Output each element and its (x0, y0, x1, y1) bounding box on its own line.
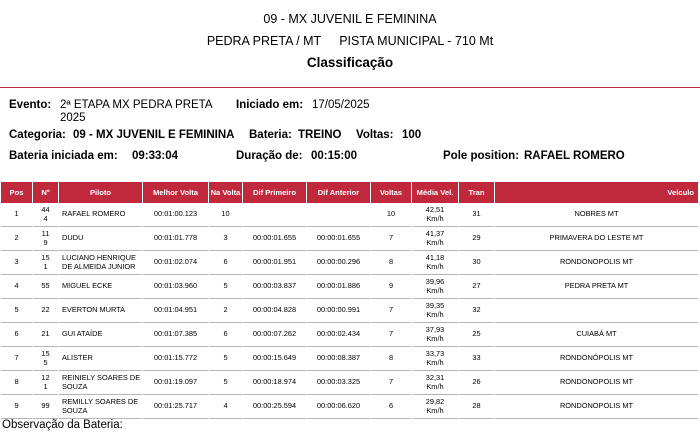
cell-dif-primeiro: 00:00:04.828 (243, 299, 306, 323)
pole-label: Pole position: (443, 150, 520, 162)
cell-pos: 9 (1, 395, 32, 419)
table-row (1, 251, 698, 275)
col-header-media-vel: Média Vel. (412, 182, 458, 203)
cell-media-vel: 39,35 Km/h (412, 299, 458, 323)
cell-dif-anterior: 00:00:01.886 (307, 275, 370, 299)
iniciado-label: Iniciado em: (236, 99, 304, 111)
cell-pos: 3 (1, 251, 32, 275)
cell-pos: 7 (1, 347, 32, 371)
cell-dif-primeiro: 00:00:18.974 (243, 371, 306, 395)
col-header-piloto: Piloto (59, 182, 142, 203)
cell-media-vel: 42,51 Km/h (412, 203, 458, 227)
evento-value: 2ª ETAPA MX PEDRA PRETA 2025 (60, 99, 212, 124)
col-header-pos: Pos (1, 182, 32, 203)
cell-na-volta: 6 (209, 323, 242, 347)
cell-voltas: 9 (371, 275, 411, 299)
cell-melhor-volta: 00:01:00.123 (143, 203, 208, 227)
cell-numero: 119 (33, 227, 58, 251)
cell-voltas: 8 (371, 251, 411, 275)
cell-dif-anterior: 00:00:02.434 (307, 323, 370, 347)
cell-dif-anterior: 00:00:03.325 (307, 371, 370, 395)
col-header-numero: Nº (33, 182, 58, 203)
cell-dif-primeiro (243, 203, 306, 227)
cell-dif-anterior: 00:00:06.620 (307, 395, 370, 419)
cell-melhor-volta: 00:01:03.960 (143, 275, 208, 299)
location-track: PISTA MUNICIPAL - 710 Mt (339, 34, 494, 48)
cell-melhor-volta: 00:01:02.074 (143, 251, 208, 275)
table-row (1, 275, 698, 299)
cell-piloto: REINIELY SOARES DE SOUZA (59, 371, 142, 395)
cell-tran: 26 (459, 371, 494, 395)
cell-tran: 29 (459, 227, 494, 251)
cell-dif-primeiro: 00:00:01.951 (243, 251, 306, 275)
cell-piloto: DUDU (59, 227, 142, 251)
categoria-value: 09 - MX JUVENIL E FEMININA (73, 129, 235, 141)
categoria-label: Categoria: (9, 129, 66, 141)
cell-numero: 22 (33, 299, 58, 323)
cell-voltas: 7 (371, 371, 411, 395)
cell-na-volta: 4 (209, 395, 242, 419)
cell-na-volta: 6 (209, 251, 242, 275)
cell-numero: 444 (33, 203, 58, 227)
bateria-iniciada-value: 09:33:04 (132, 150, 179, 162)
cell-na-volta: 5 (209, 347, 242, 371)
cell-dif-primeiro: 00:00:07.262 (243, 323, 306, 347)
cell-tran: 33 (459, 347, 494, 371)
cell-veiculo: NOBRES MT (495, 203, 698, 227)
cell-voltas: 7 (371, 323, 411, 347)
cell-media-vel: 33,73 Km/h (412, 347, 458, 371)
cell-tran: 30 (459, 251, 494, 275)
cell-tran: 27 (459, 275, 494, 299)
cell-piloto: LUCIANO HENRIQUE DE ALMEIDA JUNIOR (59, 251, 142, 275)
cell-media-vel: 41,18 Km/h (412, 251, 458, 275)
iniciado-value: 17/05/2025 (312, 99, 370, 111)
col-header-voltas: Voltas (371, 182, 411, 203)
cell-media-vel: 32,31 Km/h (412, 371, 458, 395)
col-header-veiculo: Veículo (495, 182, 698, 203)
cell-piloto: REMILLY SOARES DE SOUZA (59, 395, 142, 419)
cell-melhor-volta: 00:01:07.385 (143, 323, 208, 347)
cell-voltas: 10 (371, 203, 411, 227)
cell-media-vel: 41,37 Km/h (412, 227, 458, 251)
cell-piloto: RAFAEL ROMERO (59, 203, 142, 227)
table-row (1, 299, 698, 323)
header-divider (0, 87, 700, 88)
cell-dif-anterior: 00:00:00.296 (307, 251, 370, 275)
col-header-tran: Tran (459, 182, 494, 203)
cell-veiculo: PRIMAVERA DO LESTE MT (495, 227, 698, 251)
cell-veiculo: RONDONOPOLIS MT (495, 371, 698, 395)
cell-voltas: 7 (371, 227, 411, 251)
cell-piloto: MIGUEL ECKE (59, 275, 142, 299)
cell-veiculo: RONDONOPOLIS MT (495, 395, 698, 419)
table-row (1, 347, 698, 371)
cell-tran: 31 (459, 203, 494, 227)
cell-veiculo: PEDRA PRETA MT (495, 275, 698, 299)
cell-na-volta: 10 (209, 203, 242, 227)
bateria-label: Bateria: (249, 129, 292, 141)
table-row (1, 371, 698, 395)
table-header-row (1, 182, 698, 203)
cell-dif-primeiro: 00:00:25.594 (243, 395, 306, 419)
cell-piloto: EVERTON MURTA (59, 299, 142, 323)
cell-voltas: 8 (371, 347, 411, 371)
cell-dif-anterior: 00:00:08.387 (307, 347, 370, 371)
table-row (1, 203, 698, 227)
cell-veiculo: RONDONOPOLIS MT (495, 251, 698, 275)
cell-na-volta: 3 (209, 227, 242, 251)
duracao-label: Duração de: (236, 150, 303, 162)
cell-melhor-volta: 00:01:15.772 (143, 347, 208, 371)
cell-voltas: 7 (371, 299, 411, 323)
table-row (1, 323, 698, 347)
cell-piloto: GUI ATAÍDE (59, 323, 142, 347)
cell-pos: 2 (1, 227, 32, 251)
cell-dif-primeiro: 00:00:15.649 (243, 347, 306, 371)
cell-melhor-volta: 00:01:04.951 (143, 299, 208, 323)
cell-media-vel: 39,96 Km/h (412, 275, 458, 299)
cell-pos: 5 (1, 299, 32, 323)
classification-table (0, 182, 699, 419)
cell-veiculo (495, 299, 698, 323)
cell-media-vel: 37,93 Km/h (412, 323, 458, 347)
table-row (1, 395, 698, 419)
cell-na-volta: 2 (209, 299, 242, 323)
cell-tran: 28 (459, 395, 494, 419)
voltas-value: 100 (402, 129, 422, 141)
location-city: PEDRA PRETA / MT (206, 34, 322, 48)
col-header-melhor-volta: Melhor Volta (143, 182, 208, 203)
report-location-line (0, 34, 700, 48)
cell-pos: 6 (1, 323, 32, 347)
cell-numero: 121 (33, 371, 58, 395)
cell-piloto: ALISTER (59, 347, 142, 371)
voltas-label: Voltas: (356, 129, 394, 141)
cell-pos: 4 (1, 275, 32, 299)
cell-tran: 25 (459, 323, 494, 347)
bateria-value: TREINO (298, 129, 342, 141)
cell-numero: 151 (33, 251, 58, 275)
cell-na-volta: 5 (209, 371, 242, 395)
bateria-iniciada-label: Bateria iniciada em: (9, 150, 118, 162)
cell-dif-anterior: 00:00:01.655 (307, 227, 370, 251)
col-header-na-volta: Na Volta (209, 182, 242, 203)
cell-dif-anterior (307, 203, 370, 227)
page-title: Classificação (306, 55, 394, 70)
table-row (1, 227, 698, 251)
cell-veiculo: RONDONÓPOLIS MT (495, 347, 698, 371)
report-title-line1: 09 - MX JUVENIL E FEMININA (263, 12, 437, 26)
cell-veiculo: CUIABÁ MT (495, 323, 698, 347)
col-header-dif-primeiro: Dif Primeiro (243, 182, 306, 203)
duracao-value: 00:15:00 (311, 150, 358, 162)
cell-na-volta: 5 (209, 275, 242, 299)
observacao-label: Observação da Bateria: (2, 419, 123, 431)
cell-pos: 1 (1, 203, 32, 227)
evento-label: Evento: (9, 99, 52, 111)
pole-value: RAFAEL ROMERO (524, 150, 625, 162)
cell-pos: 8 (1, 371, 32, 395)
cell-melhor-volta: 00:01:25.717 (143, 395, 208, 419)
col-header-dif-anterior: Dif Anterior (307, 182, 370, 203)
cell-voltas: 6 (371, 395, 411, 419)
cell-dif-primeiro: 00:00:01.655 (243, 227, 306, 251)
cell-numero: 155 (33, 347, 58, 371)
cell-melhor-volta: 00:01:01.778 (143, 227, 208, 251)
cell-numero: 55 (33, 275, 58, 299)
cell-media-vel: 29,82 Km/h (412, 395, 458, 419)
cell-numero: 21 (33, 323, 58, 347)
cell-melhor-volta: 00:01:19.097 (143, 371, 208, 395)
cell-dif-anterior: 00:00:00.991 (307, 299, 370, 323)
cell-tran: 32 (459, 299, 494, 323)
cell-dif-primeiro: 00:00:03.837 (243, 275, 306, 299)
cell-numero: 99 (33, 395, 58, 419)
